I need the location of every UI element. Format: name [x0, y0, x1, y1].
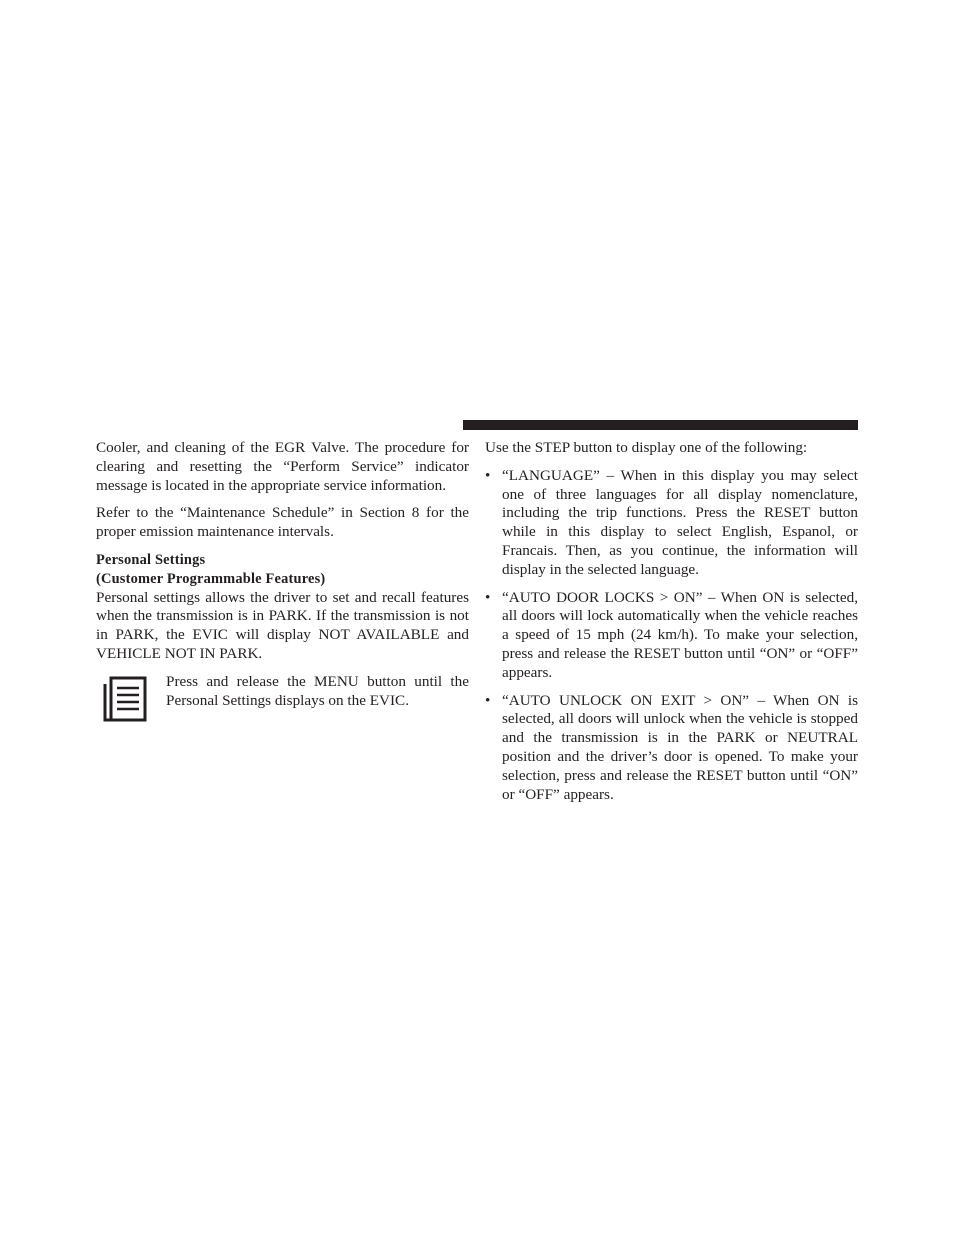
right-column	[485, 439, 858, 813]
bullet-icon: •	[485, 588, 491, 606]
section-heading: Personal Settings	[96, 551, 206, 568]
menu-instruction-text: Press and release the MENU button until the Personal Settings displays on the EVIC.	[166, 672, 469, 709]
section-subheading: (Customer Programmable Features)	[96, 570, 326, 587]
paragraph-egr: Cooler, and cleaning of the EGR Valve. The procedure for clearing and resetting the “Perform Service” indicator message is located in the appropriate service information.	[96, 439, 469, 494]
step-intro: Use the STEP button to display one of the following:	[485, 439, 808, 456]
section-header-bar	[463, 420, 858, 430]
bullet-icon: •	[485, 691, 491, 709]
list-item-text: “AUTO UNLOCK ON EXIT > ON” – When ON is selected, all doors will unlock when the vehicle is stopped and the transmission is in the PARK or NEUTRAL position and the driver’s door is opened. To make your selection, press and release the RESET button until “ON” or “OFF” appears.	[502, 691, 858, 803]
list-item-text: “AUTO DOOR LOCKS > ON” – When ON is selected, all doors will lock automatically when the vehicle reaches a speed of 15 mph (24 km/h). To make your selection, press and release the RESET button until “ON” or “OFF” appears.	[502, 588, 858, 681]
bullet-icon: •	[485, 466, 491, 484]
menu-instruction	[96, 673, 469, 728]
settings-list	[485, 467, 858, 805]
left-column	[96, 439, 469, 728]
list-item-text: “LANGUAGE” – When in this display you may select one of three languages for all display nomenclature, including the trip functions. Press the RESET button while in this display to select English, Espanol, or Francais. Then, as you continue, the information will display in the selected language.	[502, 466, 858, 578]
list-item-language	[485, 467, 858, 580]
list-item-auto-door-locks	[485, 589, 858, 683]
paragraph-maintenance: Refer to the “Maintenance Schedule” in Section 8 for the proper emission maintenance intervals.	[96, 504, 469, 541]
list-item-auto-unlock	[485, 692, 858, 805]
paragraph-personal-settings: Personal settings allows the driver to set and recall features when the transmission is in PARK. If the transmission is not in PARK, the EVIC will display NOT AVAILABLE and VEHICLE NOT IN PARK.	[96, 588, 469, 662]
menu-document-icon	[101, 674, 153, 728]
